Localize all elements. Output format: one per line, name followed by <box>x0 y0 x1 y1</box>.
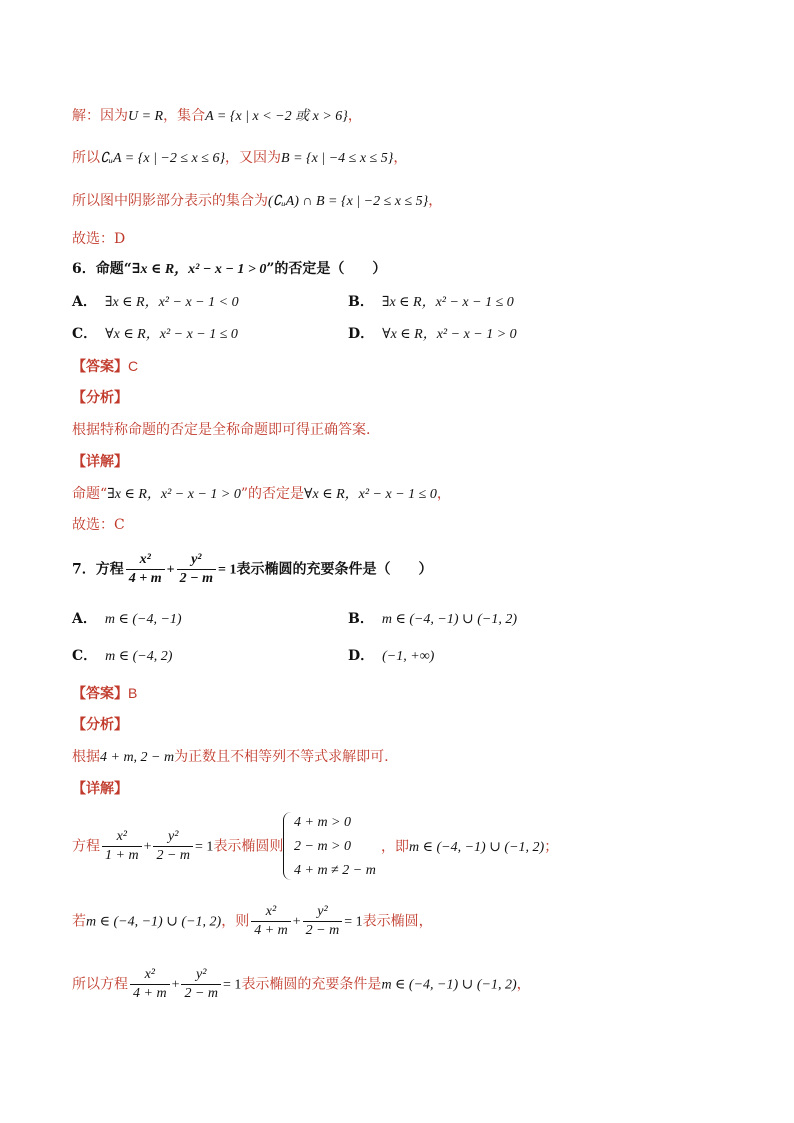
text: ， <box>393 150 408 166</box>
text: 故选：D <box>72 231 126 247</box>
sol5-line3 <box>72 191 442 212</box>
math: ∀x ∈ R，x² − x − 1 ≤ 0 <box>105 327 238 342</box>
numerator: x² <box>102 828 142 847</box>
text: 表示椭圆的充要条件是（ ） <box>236 561 433 578</box>
text: 表示椭圆则 <box>213 838 284 855</box>
math: m ∈ (−4, −1) ∪ (−1, 2) <box>381 612 518 627</box>
text: ， <box>428 193 443 209</box>
math: m ∈ (−4, −1) ∪ (−1, 2) <box>86 914 222 930</box>
math: B = {x | −4 ≤ x ≤ 5} <box>281 151 394 166</box>
denominator: 2 − m <box>179 571 213 586</box>
math: m ∈ (−4, −1) ∪ (−1, 2) <box>381 977 517 993</box>
math: (∁ᵤA) ∩ B = {x | −2 ≤ x ≤ 5} <box>268 194 429 209</box>
numerator: x² <box>130 966 170 985</box>
q7-answer <box>72 683 137 704</box>
numerator: x² <box>126 551 165 570</box>
option-label: A． <box>72 294 97 310</box>
denominator: 2 − m <box>156 848 191 863</box>
fraction <box>251 903 291 940</box>
q7-option-b <box>348 609 517 630</box>
text: ，又因为 <box>225 150 282 166</box>
text: ，即 <box>381 839 409 855</box>
denominator: 2 − m <box>184 986 219 1001</box>
answer-value: B <box>128 685 138 701</box>
system-brace <box>283 812 294 880</box>
plus: + <box>292 914 301 930</box>
numerator: y² <box>181 966 221 985</box>
option-label: B． <box>348 294 374 310</box>
text: 若 <box>72 913 86 930</box>
math: m ∈ (−4, 2) <box>105 649 173 664</box>
math: U = R <box>128 109 164 124</box>
numerator: y² <box>153 828 193 847</box>
text: 所以 <box>72 150 100 166</box>
system-row-1: 4 + m > 0 <box>294 815 352 830</box>
answer-value: C <box>128 358 139 374</box>
math: ∁ᵤA = {x | −2 ≤ x ≤ 6} <box>100 151 226 166</box>
math: ∃x ∈ R，x² − x − 1 > 0 <box>107 487 241 502</box>
text: 方程 <box>72 838 100 855</box>
q6-detail-tag <box>72 452 128 472</box>
option-label: D． <box>348 326 375 342</box>
q7-detail-line1 <box>72 828 283 865</box>
text: ，集合 <box>163 108 206 124</box>
text: 表示椭圆， <box>362 913 433 930</box>
text: 故选：C <box>72 517 125 533</box>
math: 4 + m, 2 − m <box>100 750 175 765</box>
text: 表示椭圆的充要条件是 <box>241 976 382 993</box>
math: ∃x ∈ R，x² − x − 1 < 0 <box>104 295 239 310</box>
text: 为正数且不相等列不等式求解即可. <box>174 749 389 765</box>
sol5-choose <box>72 229 125 249</box>
text: ， <box>436 486 451 502</box>
option-label: B． <box>348 611 374 627</box>
math: ∀x ∈ R，x² − x − 1 > 0 <box>382 327 517 342</box>
denominator: 4 + m <box>254 923 288 938</box>
fraction <box>126 551 165 588</box>
sol5-line1 <box>72 106 362 127</box>
q7-option-a <box>72 609 182 630</box>
text: ， <box>516 976 531 993</box>
denominator: 4 + m <box>128 571 162 586</box>
fraction <box>181 966 221 1003</box>
plus: + <box>171 977 180 993</box>
q7-analysis-tag <box>72 715 128 735</box>
math: m ∈ (−4, −1) ∪ (−1, 2) <box>409 840 545 855</box>
text: 根据特称命题的否定是全称命题即可得正确答案. <box>72 422 371 438</box>
analysis-tag: 【分析】 <box>72 717 128 733</box>
fraction <box>177 551 216 588</box>
sol5-line2 <box>72 148 407 169</box>
option-label: C． <box>72 648 98 664</box>
text: ”的否定是（ ） <box>266 261 387 277</box>
math: ∃x ∈ R，x² − x − 1 > 0 <box>131 262 267 277</box>
text: ，则 <box>221 913 250 930</box>
answer-tag: 【答案】 <box>72 686 128 702</box>
math: A = {x | x < −2 或 x > 6} <box>205 109 348 124</box>
q6-option-d <box>348 324 517 345</box>
text: 根据 <box>72 749 100 765</box>
q6-option-a <box>72 292 239 313</box>
q6-analysis-tag <box>72 388 128 408</box>
denominator: 2 − m <box>305 923 340 938</box>
fraction <box>303 903 343 940</box>
detail-tag: 【详解】 <box>72 454 128 470</box>
fraction <box>153 828 193 865</box>
text: 所以方程 <box>72 976 128 993</box>
equals: = 1 <box>195 839 214 855</box>
math: m ∈ (−4, −1) <box>104 612 182 627</box>
q6-detail <box>72 484 451 505</box>
text: 所以图中阴影部分表示的集合为 <box>72 193 268 209</box>
plus: + <box>166 562 175 578</box>
text: 解：因为 <box>72 108 128 124</box>
text: 命题“ <box>72 486 108 502</box>
text: 7．方程 <box>72 561 124 578</box>
numerator: y² <box>303 903 343 922</box>
equals: = 1 <box>217 562 237 578</box>
option-label: D． <box>348 648 375 664</box>
math: (−1, +∞) <box>382 649 435 664</box>
analysis-tag: 【分析】 <box>72 390 128 406</box>
denominator: 4 + m <box>133 986 167 1001</box>
q7-detail-line2 <box>72 903 433 940</box>
text: ”的否定是 <box>240 486 305 502</box>
q7-option-d <box>348 646 434 667</box>
fraction <box>130 966 170 1003</box>
option-label: A． <box>72 611 97 627</box>
detail-tag: 【详解】 <box>72 781 128 797</box>
answer-tag: 【答案】 <box>72 359 128 375</box>
math: ∃x ∈ R，x² − x − 1 ≤ 0 <box>381 295 514 310</box>
q6-choose <box>72 515 125 535</box>
q7-stem <box>72 551 432 588</box>
q7-detail-line3 <box>72 966 531 1003</box>
q6-stem <box>72 259 386 280</box>
system-row-3: 4 + m ≠ 2 − m <box>294 863 376 878</box>
text: 6．命题“ <box>72 261 132 277</box>
text: ， <box>347 108 362 124</box>
q7-detail-line1-result <box>381 837 558 858</box>
q7-option-c <box>72 646 172 667</box>
text: ； <box>544 839 559 855</box>
q6-option-b <box>348 292 514 313</box>
fraction <box>102 828 142 865</box>
q6-analysis <box>72 420 370 440</box>
q7-detail-tag <box>72 779 128 799</box>
numerator: y² <box>177 551 216 570</box>
q6-option-c <box>72 324 238 345</box>
denominator: 1 + m <box>105 848 139 863</box>
equals: = 1 <box>223 977 242 993</box>
q7-analysis <box>72 747 389 768</box>
option-label: C． <box>72 326 98 342</box>
q6-answer <box>72 356 138 377</box>
system-row-2: 2 − m > 0 <box>294 839 352 854</box>
numerator: x² <box>251 903 291 922</box>
math: ∀x ∈ R，x² − x − 1 ≤ 0 <box>304 487 437 502</box>
equals: = 1 <box>344 914 363 930</box>
plus: + <box>143 839 152 855</box>
